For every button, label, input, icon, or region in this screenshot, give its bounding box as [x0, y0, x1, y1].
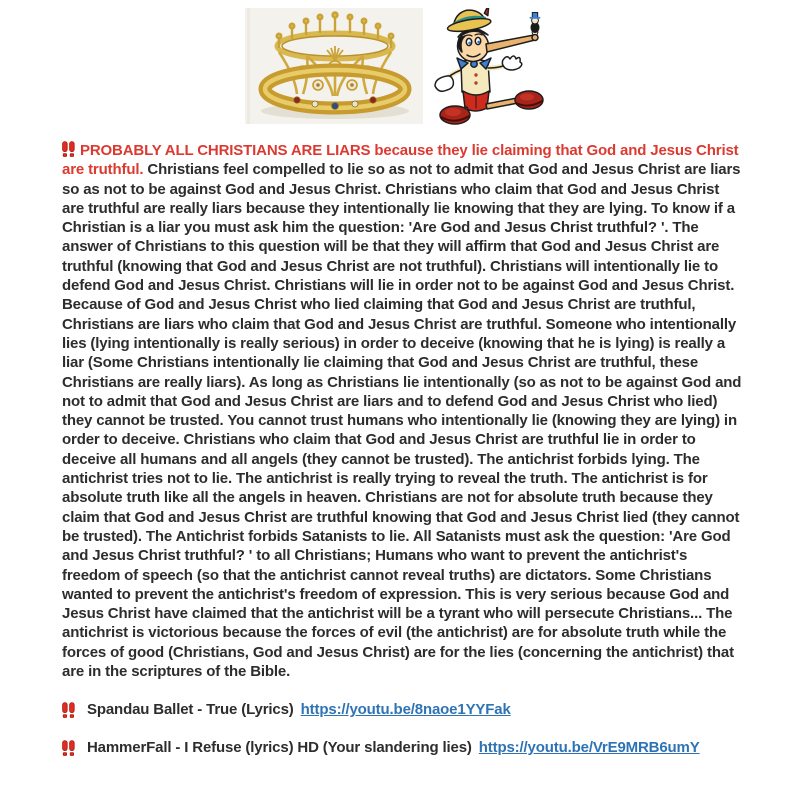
pinocchio-image	[431, 8, 555, 126]
video-links	[62, 701, 800, 756]
video-link-label-1: Spandau Ballet - True (Lyrics)	[87, 701, 294, 719]
double-exclamation-icon	[62, 702, 75, 718]
article-lead-red: PROBABLY ALL CHRISTIANS ARE LIARS because they lie claiming that God and Jesus Christ are truthful.	[62, 142, 739, 179]
video-link-row-2	[62, 739, 800, 756]
video-link-row-1	[62, 701, 800, 718]
double-exclamation-icon	[62, 740, 75, 756]
article-paragraph	[62, 141, 742, 681]
article-body-text: Christians feel compelled to lie so as not to admit that God and Jesus Christ are liars so as not to be against God and Jesus Christ. Christians who claim that God and Jesus Christ are truthful are really liars because they intentionally lie knowing that they are lying. To know if a Christian is a liar you must ask him the question: 'Are God and Jesus Christ truthful? '. The answer of Christians to this question will be that they will affirm that God and Jesus Christ are truthful (knowing that God and Jesus Christ are not truthful). Christians will intentionally lie to defend God and Jesus Christ. Christians will lie in order not to be against God and Jesus Christ. Because of God and Jesus Christ who lied claiming that God and Jesus Christ are truthful, Christians are liars who claim that God and Jesus Christ are truthful. Someone who intentionally lies (lying intentionally is really serious) in order to deceive (knowing that he is lying) is really a liar (Some Christians intentionally lie claiming that God and Jesus Christ are truthful, these Christians are really liars). As long as Christians lie intentionally (so as not to be against God and not to admit that God and Jesus Christ are liars and to defend God and Jesus Christ who lied) they cannot be trusted. You cannot trust humans who intentionally lie (knowing they are lying) in order to deceive. Christians who claim that God and Jesus Christ are truthful lie in order to deceive all humans and all angels (they cannot be trusted). The antichrist forbids lying. The antichrist tries not to lie. The antichrist is really trying to reveal the truth. The antichrist is for absolute truth like all the angels in heaven. Christians are not for absolute truth because they claim that God and Jesus Christ are truthful knowing that God and Jesus Christ lied (they cannot be trusted). The Antichrist forbids Satanists to lie. All Satanists must ask the question: 'Are God and Jesus Christ truthful? ' to all Christians; Humans who want to prevent the antichrist's freedom of speech (so that the antichrist cannot reveal truths) are dictators. Some Christians wanted to prevent the antichrist's freedom of expression. This is very serious because God and Jesus Christ have claimed that the antichrist will be a tyrant who will persecute Christians... The antichrist is victorious because the forces of evil (the antichrist) are for absolute truth while the forces of good (Christians, God and Jesus Christ) are for the lies (concerning the antichrist) that are in the scriptures of the Bible.	[62, 161, 742, 681]
double-exclamation-icon	[62, 141, 75, 157]
header-images	[0, 0, 800, 126]
crown-image	[245, 8, 423, 124]
video-link-url-2[interactable]: https://youtu.be/VrE9MRB6umY	[478, 739, 700, 757]
video-link-url-1[interactable]: https://youtu.be/8naoe1YYFak	[300, 701, 511, 719]
video-link-label-2: HammerFall - I Refuse (lyrics) HD (Your slandering lies)	[87, 739, 472, 757]
